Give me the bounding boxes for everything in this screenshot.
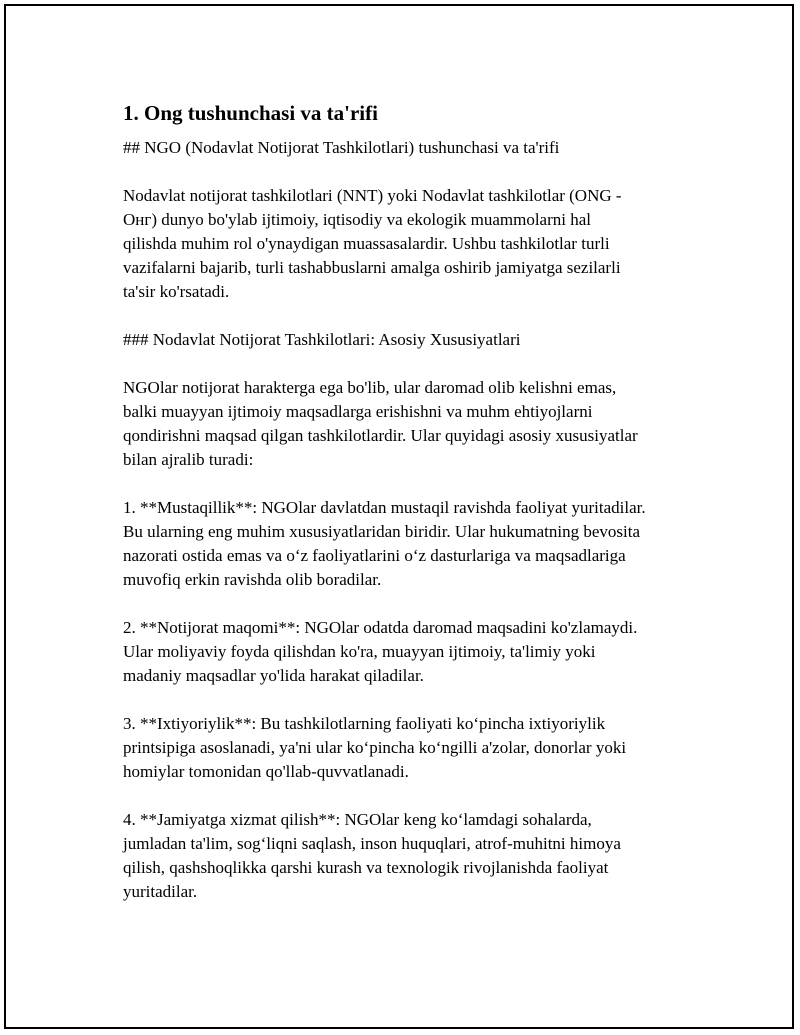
document-title: 1. Ong tushunchasi va ta'rifi [123,101,378,125]
paragraph-gap [123,160,723,184]
page-frame [4,4,794,1029]
paragraph-gap [123,304,723,328]
features-intro-paragraph: NGOlar notijorat harakterga ega bo'lib, ular daromad olib kelishni emas, balki muayyan ijtimoiy maqsadlarga erishishni va muhm ehtiyojlarni qondirishni maqsad qilgan tashkilotlardir. Ular quyidagi asosiy xususiyatlar bilan ajralib turadi: [123,378,638,469]
paragraph-gap [123,472,723,496]
list-item-nonprofit-status: 2. **Notijorat maqomi**: NGOlar odatda daromad maqsadini ko'zlamaydi. Ular moliyaviy foyda qilishdan ko'ra, muayyan ijtimoiy, ta'limiy yoki madaniy maqsadlar yo'lida harakat qiladilar. [123,618,638,685]
subsection-heading-features: ### Nodavlat Notijorat Tashkilotlari: Asosiy Xususiyatlari [123,330,521,349]
paragraph-gap [123,688,723,712]
document-body [123,99,723,904]
paragraph-gap [123,784,723,808]
intro-paragraph: Nodavlat notijorat tashkilotlari (NNT) yoki Nodavlat tashkilotlar (ONG - Онг) dunyo bo'ylab ijtimoiy, iqtisodiy va ekologik muammolarni hal qilishda muhim rol o'ynaydigan muassasalardir. Ushbu tashkilotlar turli vazifalarni bajarib, turli tashabbuslarni amalga oshirib jamiyatga sezilarli ta'sir ko'rsatadi. [123,186,622,301]
list-item-voluntariness: 3. **Ixtiyoriylik**: Bu tashkilotlarning faoliyati ko‘pincha ixtiyoriylik printsipiga asoslanadi, ya'ni ular ko‘pincha ko‘ngilli a'zolar, donorlar yoki homiylar tomonidan qo'llab-quvvatlanadi. [123,714,627,781]
list-item-independence: 1. **Mustaqillik**: NGOlar davlatdan mustaqil ravishda faoliyat yuritadilar. Bu ularning eng muhim xususiyatlaridan biridir. Ular hukumatning bevosita nazorati ostida emas va o‘z faoliyatlarini o‘z dasturlariga va maqsadlariga muvofiq erkin ravishda olib boradilar. [123,498,646,589]
paragraph-gap [123,592,723,616]
section-heading-ngo: ## NGO (Nodavlat Notijorat Tashkilotlari) tushunchasi va ta'rifi [123,138,560,157]
paragraph-gap [123,352,723,376]
list-item-public-service: 4. **Jamiyatga xizmat qilish**: NGOlar keng ko‘lamdagi sohalarda, jumladan ta'lim, sog‘liqni saqlash, inson huquqlari, atrof-muhitni himoya qilish, qashshoqlikka qarshi kurash va texnologik rivojlanishda faoliyat yuritadilar. [123,810,621,901]
